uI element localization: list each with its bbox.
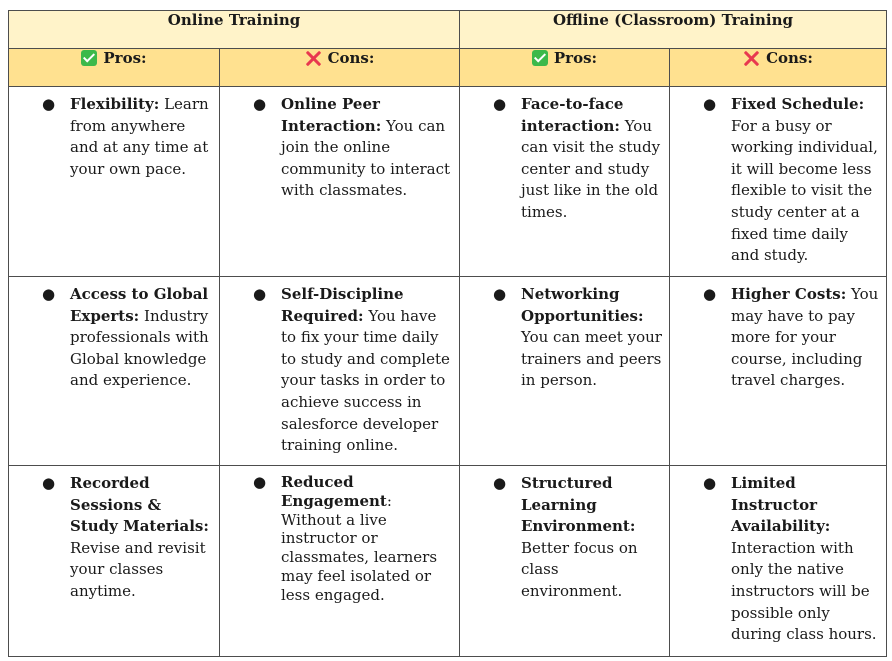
bullet-icon: ● — [493, 474, 507, 492]
point-title: Reduced Engagement — [281, 473, 387, 510]
pros-label: Pros: — [103, 49, 147, 67]
check-mark-icon — [532, 50, 548, 66]
online-pros-header — [9, 49, 220, 87]
bullet-icon: ● — [703, 95, 717, 113]
pros-label: Pros: — [553, 49, 598, 67]
point-title: Self-Discipline Required: — [281, 285, 404, 325]
online-pro-cell — [9, 466, 220, 657]
offline-con-cell — [670, 466, 887, 657]
point-text: For a busy or working individual, it will become less flexible to visit the study center at a fixed time daily and study. — [731, 116, 878, 265]
point-text: Without a live instructor or classmates, learners may feel isolated or less engaged. — [281, 510, 438, 604]
bullet-icon: ● — [42, 474, 56, 492]
point-text: Interaction with only the native instructors will be possible only during class hours. — [731, 538, 877, 644]
table-row — [9, 87, 887, 277]
point-title: Access to Global Experts: — [70, 285, 209, 325]
point-title: Limited Instructor Availability: — [731, 474, 831, 536]
point-title: Face-to-face interaction: — [521, 95, 624, 135]
point-text: Revise and revisit your classes anytime. — [70, 538, 206, 600]
bullet-icon: ● — [253, 473, 267, 491]
point-title: Higher Costs: — [731, 285, 847, 303]
online-pro-cell — [9, 277, 220, 466]
bullet-icon: ● — [493, 285, 507, 303]
online-training-header: Online Training — [9, 11, 460, 49]
header-row — [9, 11, 887, 49]
point-title: Fixed Schedule: — [731, 95, 865, 113]
cons-label: Cons: — [327, 49, 375, 67]
table-row — [9, 277, 887, 466]
offline-cons-header — [670, 49, 887, 87]
point-separator: : — [386, 491, 392, 510]
comparison-table — [8, 10, 887, 657]
bullet-icon: ● — [42, 285, 56, 303]
point-text: Industry professionals with Global knowledge and experience. — [70, 306, 209, 390]
bullet-icon: ● — [42, 95, 56, 113]
bullet-icon: ● — [703, 285, 717, 303]
point-title: Recorded Sessions & Study Materials: — [70, 474, 209, 536]
bullet-icon: ● — [493, 95, 507, 113]
offline-pro-cell — [460, 466, 670, 657]
point-text: You can meet your trainers and peers in person. — [521, 328, 662, 390]
cons-label: Cons: — [766, 49, 813, 67]
online-cons-header — [220, 49, 460, 87]
offline-pros-header — [460, 49, 670, 87]
point-title: Online Peer Interaction: — [281, 95, 382, 135]
bullet-icon: ● — [253, 95, 267, 113]
cross-mark-icon — [743, 50, 760, 67]
offline-training-header: Offline (Classroom) Training — [460, 11, 887, 49]
online-con-cell — [220, 87, 460, 277]
offline-con-cell — [670, 87, 887, 277]
online-pro-cell — [9, 87, 220, 277]
offline-pro-cell — [460, 277, 670, 466]
online-con-cell — [220, 277, 460, 466]
point-title: Flexibility: — [70, 95, 160, 113]
point-text: You can join the online community to interact with classmates. — [281, 116, 450, 200]
point-title: Structured Learning Environment: — [521, 474, 636, 536]
offline-pro-cell — [460, 87, 670, 277]
point-text: You can visit the study center and study just like in the old times. — [521, 116, 661, 221]
bullet-icon: ● — [703, 474, 717, 492]
bullet-icon: ● — [253, 285, 267, 303]
point-title: Networking Opportunities: — [521, 285, 644, 325]
point-text: You have to fix your time daily to study and complete your tasks in order to achieve success in salesforce developer training online. — [281, 306, 450, 455]
subheader-row — [9, 49, 887, 87]
cross-mark-icon — [305, 50, 322, 67]
point-text: Learn from anywhere and at any time at your own pace. — [70, 95, 209, 178]
check-mark-icon — [81, 50, 97, 66]
point-text: You may have to pay more for your course, including travel charges. — [731, 285, 879, 390]
table-row — [9, 466, 887, 657]
point-text: Better focus on class environment. — [521, 538, 638, 600]
offline-con-cell — [670, 277, 887, 466]
online-con-cell — [220, 466, 460, 657]
